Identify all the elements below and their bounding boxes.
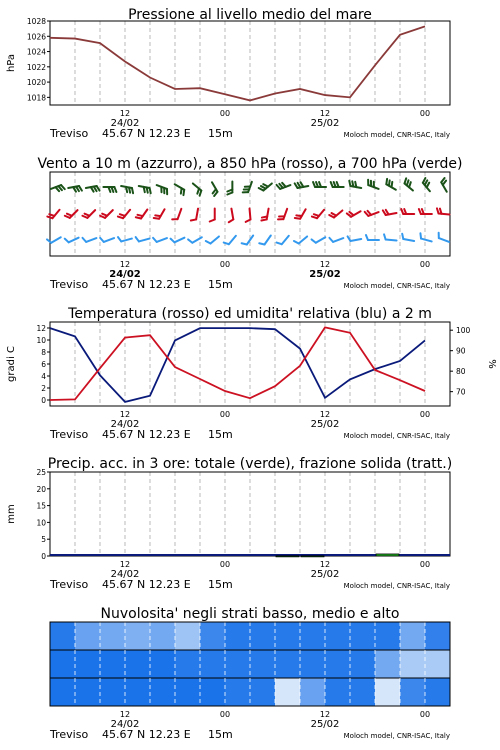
cloud-cell bbox=[425, 678, 451, 706]
model-credit: Moloch model, CNR-ISAC, Italy bbox=[343, 282, 450, 290]
wind-barb bbox=[329, 210, 342, 217]
model-credit: Moloch model, CNR-ISAC, Italy bbox=[343, 131, 450, 139]
wind-barb bbox=[154, 209, 165, 219]
x-tick-label: 00 bbox=[419, 260, 431, 269]
cloud-cell bbox=[250, 678, 276, 706]
wind-barb bbox=[405, 178, 413, 190]
cloud-cell bbox=[50, 622, 76, 650]
temp-title: Temperatura (rosso) ed umidita' relativa (blu) a 2 m bbox=[68, 306, 432, 322]
y-tick-label: 8 bbox=[41, 348, 46, 357]
y-tick-label: 2 bbox=[41, 384, 46, 393]
x-date-label: 25/02 bbox=[310, 118, 340, 129]
y-tick-label-right: 100 bbox=[456, 326, 471, 336]
cloud-cell bbox=[250, 650, 276, 678]
temp-series bbox=[50, 327, 425, 402]
x-tick-label: 12 bbox=[119, 560, 131, 569]
cloud-cell bbox=[125, 622, 151, 650]
wind-barb bbox=[188, 237, 202, 243]
pressure-series bbox=[50, 26, 425, 100]
station-name: Treviso bbox=[50, 127, 89, 140]
x-date-label: 24/02 bbox=[110, 719, 140, 730]
pressure-footer bbox=[49, 127, 450, 140]
wind-barb bbox=[329, 238, 343, 242]
cloud-cell bbox=[300, 650, 326, 678]
y-tick-label: 1024 bbox=[26, 47, 46, 57]
wind-barb bbox=[294, 236, 307, 243]
y-tick-label: 4 bbox=[41, 372, 46, 381]
cloud-cell bbox=[275, 622, 301, 650]
wind-barb bbox=[118, 210, 130, 218]
y-tick-label-right: 70 bbox=[456, 387, 466, 397]
wind-barb bbox=[246, 209, 251, 222]
wind-barb bbox=[210, 209, 215, 222]
wind-barb bbox=[157, 185, 168, 194]
cloud-cell bbox=[125, 650, 151, 678]
humidity-ylabel: % bbox=[486, 359, 497, 369]
x-date-label: 25/02 bbox=[309, 269, 341, 280]
pressure-xaxis bbox=[111, 109, 431, 129]
temp-grid bbox=[75, 322, 425, 406]
wind-barb bbox=[227, 182, 232, 195]
cloud-cell bbox=[400, 650, 426, 678]
precip-bar bbox=[301, 556, 324, 557]
pressure-ylabel: hPa bbox=[6, 53, 17, 73]
station-elevation: 15m bbox=[208, 428, 233, 441]
wind-barb bbox=[261, 209, 268, 221]
wind-barb bbox=[86, 186, 100, 192]
precip-xaxis bbox=[111, 560, 431, 580]
cloud-footer bbox=[49, 728, 450, 741]
wind-barb bbox=[243, 182, 252, 193]
wind-title: Vento a 10 m (azzurro), a 850 hPa (rosso), a 700 hPa (verde) bbox=[37, 156, 463, 172]
wind-barb bbox=[136, 209, 148, 218]
pressure-title: Pressione al livello medio del mare bbox=[128, 7, 372, 23]
cloud-cell bbox=[250, 622, 276, 650]
precip-bar bbox=[276, 556, 299, 557]
x-date-label: 24/02 bbox=[110, 569, 140, 580]
precip-grid bbox=[75, 472, 425, 556]
cloud-cell bbox=[300, 678, 326, 706]
x-tick-label: 00 bbox=[419, 560, 431, 569]
station-coords: 45.67 N 12.23 E bbox=[102, 728, 191, 741]
cloud-cell bbox=[300, 622, 326, 650]
station-elevation: 15m bbox=[208, 278, 233, 291]
wind-barb bbox=[437, 208, 450, 214]
wind-barb bbox=[386, 179, 396, 190]
wind-barb bbox=[51, 185, 65, 191]
cloud-cell bbox=[225, 622, 251, 650]
temp-footer bbox=[49, 428, 450, 441]
station-coords: 45.67 N 12.23 E bbox=[102, 578, 191, 591]
cloud-cell bbox=[275, 678, 301, 706]
station-coords: 45.67 N 12.23 E bbox=[102, 127, 191, 140]
x-date-label: 25/02 bbox=[310, 569, 340, 580]
y-tick-label-right: 90 bbox=[456, 346, 466, 356]
cloud-cell bbox=[225, 650, 251, 678]
wind-barb bbox=[65, 238, 79, 243]
wind-footer bbox=[49, 278, 450, 291]
cloud-cell bbox=[350, 650, 376, 678]
cloud-cell bbox=[75, 622, 101, 650]
y-tick-label: 1026 bbox=[26, 32, 46, 42]
wind-barb bbox=[331, 182, 344, 187]
x-date-label: 24/02 bbox=[109, 269, 141, 280]
wind-barb bbox=[278, 209, 287, 220]
wind-barb bbox=[82, 210, 95, 218]
wind-barb bbox=[153, 238, 167, 242]
cloud-cell bbox=[400, 622, 426, 650]
precip-panel bbox=[6, 456, 452, 591]
wind-barb bbox=[68, 186, 82, 192]
y-tick-label: 6 bbox=[41, 360, 46, 369]
cloud-cell bbox=[100, 622, 126, 650]
cloud-cell bbox=[50, 678, 76, 706]
x-tick-label: 12 bbox=[319, 710, 331, 719]
wind-barb bbox=[242, 235, 254, 244]
x-tick-label: 12 bbox=[319, 560, 331, 569]
temp-ylabel: gradi C bbox=[6, 346, 17, 382]
x-date-label: 24/02 bbox=[110, 419, 140, 430]
x-tick-label: 00 bbox=[419, 410, 431, 419]
y-tick-label: 0 bbox=[41, 552, 46, 561]
wind-barb bbox=[83, 238, 97, 242]
y-tick-label: 10 bbox=[36, 336, 46, 345]
cloud-cell bbox=[325, 678, 351, 706]
wind-barb bbox=[100, 238, 114, 242]
cloud-cell bbox=[375, 622, 401, 650]
station-coords: 45.67 N 12.23 E bbox=[102, 428, 191, 441]
y-tick-label-right: 80 bbox=[456, 367, 466, 377]
wind-barb bbox=[368, 180, 379, 189]
y-tick-label: 15 bbox=[36, 501, 46, 511]
wind-barb bbox=[277, 183, 291, 189]
y-tick-label: 1020 bbox=[26, 78, 46, 88]
cloud-cell bbox=[225, 678, 251, 706]
cloud-cell bbox=[50, 650, 76, 678]
wind-barb bbox=[103, 187, 116, 192]
wind-barb bbox=[171, 238, 185, 243]
wind-barb bbox=[172, 209, 181, 220]
cloud-cell bbox=[400, 678, 426, 706]
cloud-cell bbox=[175, 678, 201, 706]
wind-barb bbox=[212, 182, 218, 196]
station-name: Treviso bbox=[50, 428, 89, 441]
cloud-cell bbox=[375, 678, 401, 706]
cloud-cell bbox=[200, 650, 226, 678]
wind-barb bbox=[65, 210, 78, 218]
wind-barb bbox=[47, 210, 59, 218]
y-tick-label: 5 bbox=[41, 535, 46, 545]
station-name: Treviso bbox=[50, 578, 89, 591]
cloud-cell bbox=[100, 678, 126, 706]
y-tick-label: 20 bbox=[36, 484, 46, 494]
temperature-line bbox=[50, 327, 425, 400]
wind-barb bbox=[366, 235, 379, 240]
temp-xaxis bbox=[111, 410, 431, 430]
wind-barb bbox=[347, 211, 361, 217]
precip-ylabel: mm bbox=[6, 504, 17, 524]
cloud-cell bbox=[125, 678, 151, 706]
cloud-cell bbox=[325, 650, 351, 678]
station-elevation: 15m bbox=[208, 728, 233, 741]
cloud-xaxis bbox=[111, 710, 431, 730]
wind-barb bbox=[259, 183, 272, 190]
wind-barb bbox=[420, 233, 431, 241]
cloud-cell bbox=[75, 678, 101, 706]
wind-barb bbox=[349, 181, 361, 188]
wind-xaxis bbox=[109, 260, 430, 280]
wind-barbs bbox=[47, 178, 449, 245]
wind-barb bbox=[401, 209, 414, 214]
x-date-label: 24/02 bbox=[110, 118, 140, 129]
wind-panel bbox=[37, 156, 462, 291]
temp-humidity-panel bbox=[6, 306, 497, 441]
cloud-cell bbox=[350, 622, 376, 650]
station-name: Treviso bbox=[50, 728, 89, 741]
wind-barb bbox=[259, 235, 271, 244]
x-tick-label: 00 bbox=[219, 260, 231, 269]
x-tick-label: 12 bbox=[119, 109, 131, 118]
y-tick-label: 1022 bbox=[26, 62, 46, 72]
temp-yticks bbox=[36, 324, 470, 405]
station-elevation: 15m bbox=[208, 578, 233, 591]
cloud-cell bbox=[350, 678, 376, 706]
cloud-cell bbox=[425, 650, 451, 678]
cloud-cell bbox=[425, 622, 451, 650]
station-elevation: 15m bbox=[208, 127, 233, 140]
wind-barb bbox=[229, 209, 234, 223]
y-tick-label: 25 bbox=[36, 468, 46, 477]
cloud-cell bbox=[375, 650, 401, 678]
x-tick-label: 12 bbox=[319, 410, 331, 419]
cloud-cell bbox=[175, 650, 201, 678]
wind-barb bbox=[206, 236, 219, 243]
cloud-cell bbox=[75, 650, 101, 678]
x-tick-label: 00 bbox=[219, 410, 231, 419]
station-name: Treviso bbox=[50, 278, 89, 291]
cloud-panel bbox=[49, 606, 451, 741]
station-coords: 45.67 N 12.23 E bbox=[102, 278, 191, 291]
pressure-yticks bbox=[27, 17, 50, 102]
y-tick-label: 12 bbox=[36, 324, 46, 333]
y-tick-label: 1028 bbox=[26, 17, 46, 26]
cloud-cell bbox=[275, 650, 301, 678]
x-tick-label: 00 bbox=[219, 109, 231, 118]
x-date-label: 25/02 bbox=[310, 419, 340, 430]
cloud-cell bbox=[200, 622, 226, 650]
pressure-line bbox=[50, 26, 425, 100]
wind-barb bbox=[365, 211, 379, 216]
cloud-cell bbox=[150, 678, 176, 706]
precip-yticks bbox=[36, 468, 50, 561]
wind-barb bbox=[121, 186, 133, 193]
precip-bar bbox=[376, 554, 399, 556]
precip-footer bbox=[49, 578, 450, 591]
x-tick-label: 12 bbox=[319, 109, 331, 118]
wind-barb bbox=[136, 237, 150, 241]
x-tick-label: 12 bbox=[119, 710, 131, 719]
wind-barb bbox=[139, 186, 151, 193]
wind-barb bbox=[383, 210, 397, 215]
wind-barb bbox=[402, 234, 414, 241]
precip-title: Precip. acc. in 3 ore: totale (verde), frazione solida (tratt.) bbox=[47, 456, 453, 472]
wind-barb bbox=[312, 210, 324, 218]
y-tick-label: 10 bbox=[36, 518, 46, 528]
wind-barb bbox=[224, 236, 236, 244]
cloud-cell bbox=[200, 678, 226, 706]
wind-barb bbox=[312, 237, 326, 243]
y-tick-label: 0 bbox=[41, 396, 46, 405]
wind-barb bbox=[441, 178, 447, 192]
humidity-line bbox=[50, 328, 425, 402]
x-tick-label: 12 bbox=[119, 260, 131, 269]
model-credit: Moloch model, CNR-ISAC, Italy bbox=[343, 582, 450, 590]
wind-barb bbox=[277, 236, 289, 244]
x-tick-label: 00 bbox=[219, 710, 231, 719]
cloud-cell bbox=[150, 650, 176, 678]
wind-barb bbox=[313, 182, 326, 187]
cloud-cell bbox=[325, 622, 351, 650]
wind-barb bbox=[439, 233, 450, 242]
wind-barb bbox=[384, 234, 397, 240]
wind-barb bbox=[423, 178, 430, 191]
wind-barb bbox=[47, 237, 61, 243]
wind-barb bbox=[100, 210, 113, 218]
x-date-label: 25/02 bbox=[310, 719, 340, 730]
model-credit: Moloch model, CNR-ISAC, Italy bbox=[343, 432, 450, 440]
cloud-title: Nuvolosita' negli strati basso, medio e alto bbox=[100, 606, 400, 622]
x-tick-label: 00 bbox=[219, 560, 231, 569]
wind-barb bbox=[175, 184, 185, 195]
cloud-cell bbox=[175, 622, 201, 650]
wind-barb bbox=[193, 183, 201, 195]
y-tick-label: 1018 bbox=[26, 93, 46, 103]
wind-barb bbox=[295, 182, 309, 188]
x-tick-label: 12 bbox=[119, 410, 131, 419]
cloud-cell bbox=[100, 650, 126, 678]
pressure-panel bbox=[6, 7, 450, 140]
cloud-cell bbox=[150, 622, 176, 650]
model-credit: Moloch model, CNR-ISAC, Italy bbox=[343, 732, 450, 740]
wind-barb bbox=[191, 209, 198, 221]
x-tick-label: 12 bbox=[319, 260, 331, 269]
x-tick-label: 00 bbox=[419, 710, 431, 719]
x-tick-label: 00 bbox=[419, 109, 431, 118]
